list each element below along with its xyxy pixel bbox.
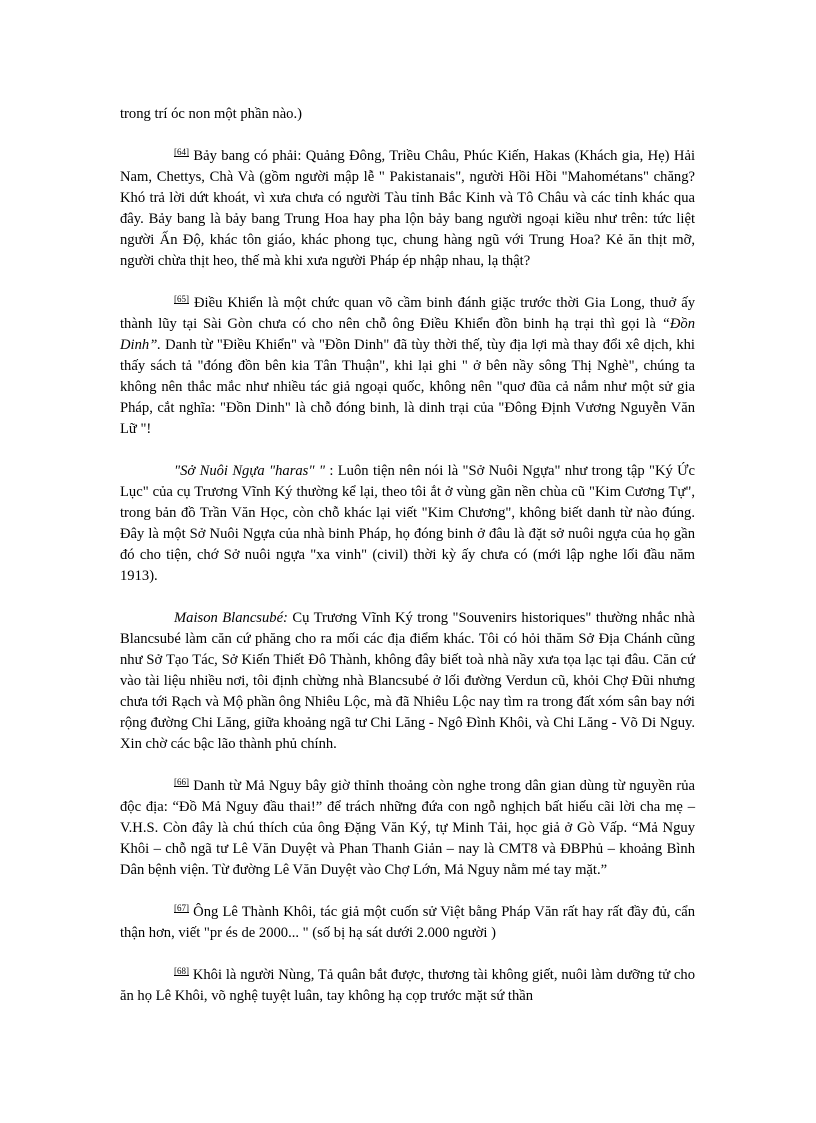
paragraph-text: Khôi là người Nùng, Tả quân bắt được, thương tài không giết, nuôi làm dưỡng tử cho ăn họ Lê Khôi, võ nghệ tuyệt luân, tay không hạ cọp trước mặt sứ thần — [120, 967, 695, 1004]
italic-term: “Đồn Dinh”. — [120, 316, 695, 353]
footnote-marker[interactable]: [66] — [174, 777, 189, 787]
paragraph-text: Ông Lê Thành Khôi, tác giả một cuốn sử Việt bằng Pháp Văn rất hay rất đầy đủ, cẩn thận hơn, viết "pr és de 2000... " (số bị hạ sát dưới 2.000 người ) — [120, 904, 695, 941]
paragraph-text: Danh từ "Điều Khiển" và "Đồn Dinh" đã tùy thời thế, tùy địa lợi mà thay đổi xê dịch, khi thấy sách tả "đóng đồn bên kia Tân Thuận", khi lại ghi " ở bên nầy sông Thị Nghè", chúng ta không nên thắc mắc như nhiều tác giả ngoại quốc, không nên "quơ đũa cả nắm như một sử gia Pháp, cắt nghĩa: "Đồn Dinh" là chỗ đóng binh, là dinh trại của "Đông Định Vương Nguyễn Văn Lữ "! — [120, 337, 695, 437]
footnote-marker[interactable]: [67] — [174, 903, 189, 913]
footnote-67 — [120, 902, 695, 944]
paragraph-text: : Luôn tiện nên nói là "Sở Nuôi Ngựa" như trong tập "Ký Ức Lục" của cụ Trương Vĩnh Ký thường kể lại, theo tôi ắt ở vùng gần nền chùa cũ "Kim Cương Tự", trong bản đồ Trần Văn Học, còn chỗ khác lại viết "Kim Chương", không biết danh từ nào đúng. Đây là một Sở Nuôi Ngựa của nhà binh Pháp, họ đóng binh ở đâu là đặt sở nuôi ngựa của họ gần đó cho tiện, chớ Sở nuôi ngựa "xa vinh" (civil) thời kỳ ấy chưa có (mới lập nghe lối đầu năm 1913). — [120, 463, 695, 584]
footnote-66 — [120, 776, 695, 881]
document-page — [120, 104, 695, 1028]
footnote-marker[interactable]: [64] — [174, 147, 189, 157]
paragraph-text: Cụ Trương Vĩnh Ký trong "Souvenirs historiques" thường nhắc nhà Blancsubé làm căn cứ phăng cho ra mối các địa điểm khác. Tôi có hỏi thăm Sở Địa Chánh cũng như Sở Tạo Tác, Sở Kiến Thiết Đô Thành, không đây biết toà nhà nầy xưa tọa lạc tại đâu. Căn cứ vào tài liệu nhiều nơi, tôi định chừng nhà Blancsubé ở lối đường Verdun cũ, khỏi Chợ Đũi nhưng chưa tới Rạch và Mộ phần ông Nhiêu Lộc, mà đã Nhiêu Lộc nay tìm ra trong đất xóm sân bay nới rộng đường Chi Lăng, giữa khoảng ngã tư Chi Lăng - Ngô Đình Khôi, và Chi Lăng - Võ Di Nguy. Xin chờ các bậc lão thành phủ chính. — [120, 610, 695, 752]
footnote-marker[interactable]: [65] — [174, 294, 189, 304]
note-so-nuoi-ngua — [120, 461, 695, 587]
italic-term: "Sở Nuôi Ngựa "haras" " — [174, 463, 325, 479]
footnote-64 — [120, 146, 695, 272]
note-maison-blancsube — [120, 608, 695, 755]
italic-term: Maison Blancsubé: — [174, 610, 288, 626]
paragraph-continuation — [120, 104, 695, 125]
footnote-65 — [120, 293, 695, 440]
footnote-marker[interactable]: [68] — [174, 966, 189, 976]
paragraph-text: Danh từ Mả Nguy bây giờ thỉnh thoảng còn nghe trong dân gian dùng từ nguyền rủa độc địa: “Đồ Mả Nguy đầu thai!” để trách những đứa con ngỗ nghịch bất hiếu cãi lời cha mẹ – V.H.S. Còn đây là chú thích của ông Đặng Văn Ký, tự Minh Tải, học giả ở Gò Vấp. “Mả Nguy Khôi – chỗ ngã tư Lê Văn Duyệt và Phan Thanh Giản – nay là CMT8 và ĐBPhủ – khoảng Bình Dân bệnh viện. Từ đường Lê Văn Duyệt vào Chợ Lớn, Mả Nguy nằm mé tay mặt.” — [120, 778, 695, 878]
paragraph-text: trong trí óc non một phần nào.) — [120, 106, 302, 122]
paragraph-text: Điều Khiển là một chức quan võ cầm binh đánh giặc trước thời Gia Long, thuở ấy thành lũy tại Sài Gòn chưa có cho nên chỗ ông Điều Khiển đồn binh hạ trại thì gọi là — [120, 295, 695, 332]
footnote-68 — [120, 965, 695, 1007]
paragraph-text: Bảy bang có phải: Quảng Đông, Triều Châu, Phúc Kiến, Hakas (Khách gia, Hẹ) Hải Nam, Chettys, Chà Và (gồm người mập lễ " Pakistanais", người Hồi Hồi "Mahométans" chăng? Khó trả lời dứt khoát, vì xưa chưa có người Tàu tỉnh Bắc Kinh và Tô Châu và các tỉnh khác qua đây. Bảy bang là bảy bang Trung Hoa hay pha lộn bảy bang người ngoại kiều như trên: tức liệt người Ấn Độ, khác tôn giáo, khác phong tục, chung hàng ngũ với Trung Hoa? Kẻ ăn thịt mỡ, người chừa thịt heo, thế mà khi xưa người Pháp ép nhập nhau, lạ thật? — [120, 148, 695, 269]
